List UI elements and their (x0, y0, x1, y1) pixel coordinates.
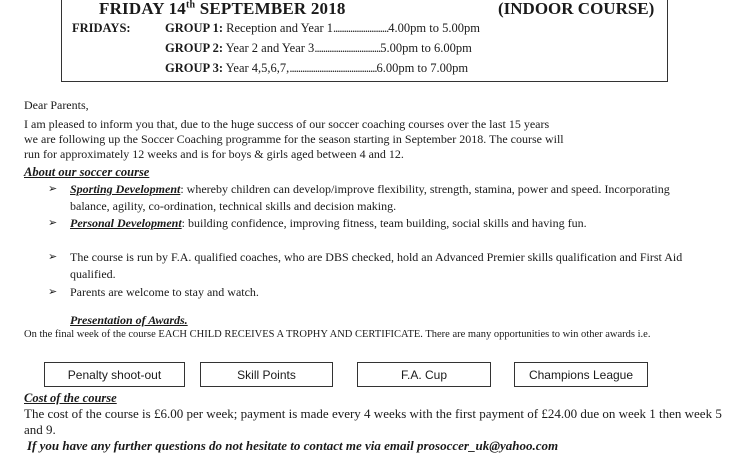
days-label: FRIDAYS: (72, 21, 131, 35)
intro-line-1: I am pleased to inform you that, due to the huge success of our soccer coaching courses over the last 15 years (24, 117, 550, 131)
salutation: Dear Parents, (24, 98, 89, 112)
arrow-bullet-icon: ➢ (48, 183, 58, 195)
award-champions-league: Champions League (514, 362, 648, 387)
cost-text: The cost of the course is £6.00 per week; payment is made every 4 weeks with the first payment of £24.00 due on week 1 then week 5 and 9. (24, 406, 722, 437)
award-fa-cup: F.A. Cup (357, 362, 491, 387)
intro-line-2: we are following up the Soccer Coaching programme for the season starting in September 2018. The course will (24, 132, 564, 146)
arrow-bullet-icon: ➢ (48, 286, 58, 298)
intro-line-3: run for approximately 12 weeks and is for boys & girls aged between 4 and 12. (24, 147, 404, 161)
arrow-bullet-icon: ➢ (48, 217, 58, 229)
about-heading: About our soccer course (24, 165, 150, 179)
group-row-1: GROUP 1: Reception and Year 1..........................4.00pm to 5.00pm (165, 21, 480, 35)
arrow-bullet-icon: ➢ (48, 251, 58, 263)
group-row-3: GROUP 3: Year 4,5,6,7,.........................................6.00pm to 7.00pm (165, 61, 469, 75)
contact-line: If you have any further questions do not hesitate to contact me via email prosoccer_uk@yahoo.com (27, 438, 559, 453)
schedule-box (61, 0, 668, 82)
awards-heading: Presentation of Awards. (70, 313, 188, 327)
cost-heading: Cost of the course (24, 391, 117, 405)
award-penalty-shootout: Penalty shoot-out (44, 362, 185, 387)
flyer-document: FRIDAY 14th SEPTEMBER 2018 (INDOOR COURSE) FRIDAYS: GROUP 1: Reception and Year 1..........................4.00pm to 5.00pm GROUP 2: Year 2 and Year 3...............................5.00pm to 6.00pm GROUP 3: Year 4,5,6,7,.........................................6.00pm to 7.00pm Dear Parents, I am pleased to inform you that, due to the huge success of our soccer coaching courses over the last 15 years we are following up the Soccer Coaching programme for the season starting in September 2018. The course will run for approximately 12 weeks and is for boys & girls aged between 4 and 12. About our soccer course ➢ Sporting Development: whereby children can develop/improve flexibility, strength, stamina, power and speed. Incorporating balance, agility, co-ordination, technical skills and decision making. ➢ Personal Development: building confidence, improving fitness, team building, social skills and having fun. ➢ The course is run by F.A. qualified coaches, who are DBS checked, hold an Advanced Premier skills qualification and First Aid qualified. ➢ Parents are welcome to stay and watch. Presentation of Awards. On the final week of the course EACH CHILD RECEIVES A TROPHY AND CERTIFICATE. There are many opportunities to win other awards i.e. Penalty shoot-out Skill Points F.A. Cup Champions League Cost of the course The cost of the course is £6.00 per week; payment is made every 4 weeks with the first payment of £24.00 due on week 1 then week 5 and 9. If you have any further questions do not hesitate to contact me via email prosoccer_uk@yahoo.com (0, 0, 754, 452)
course-start-date: FRIDAY 14th SEPTEMBER 2018 (99, 0, 346, 18)
group-row-2: GROUP 2: Year 2 and Year 3...............................5.00pm to 6.00pm (165, 41, 472, 55)
award-skill-points: Skill Points (200, 362, 333, 387)
course-type: (INDOOR COURSE) (498, 0, 655, 18)
awards-text: On the final week of the course EACH CHILD RECEIVES A TROPHY AND CERTIFICATE. There are many opportunities to win other awards i.e. (24, 329, 651, 340)
